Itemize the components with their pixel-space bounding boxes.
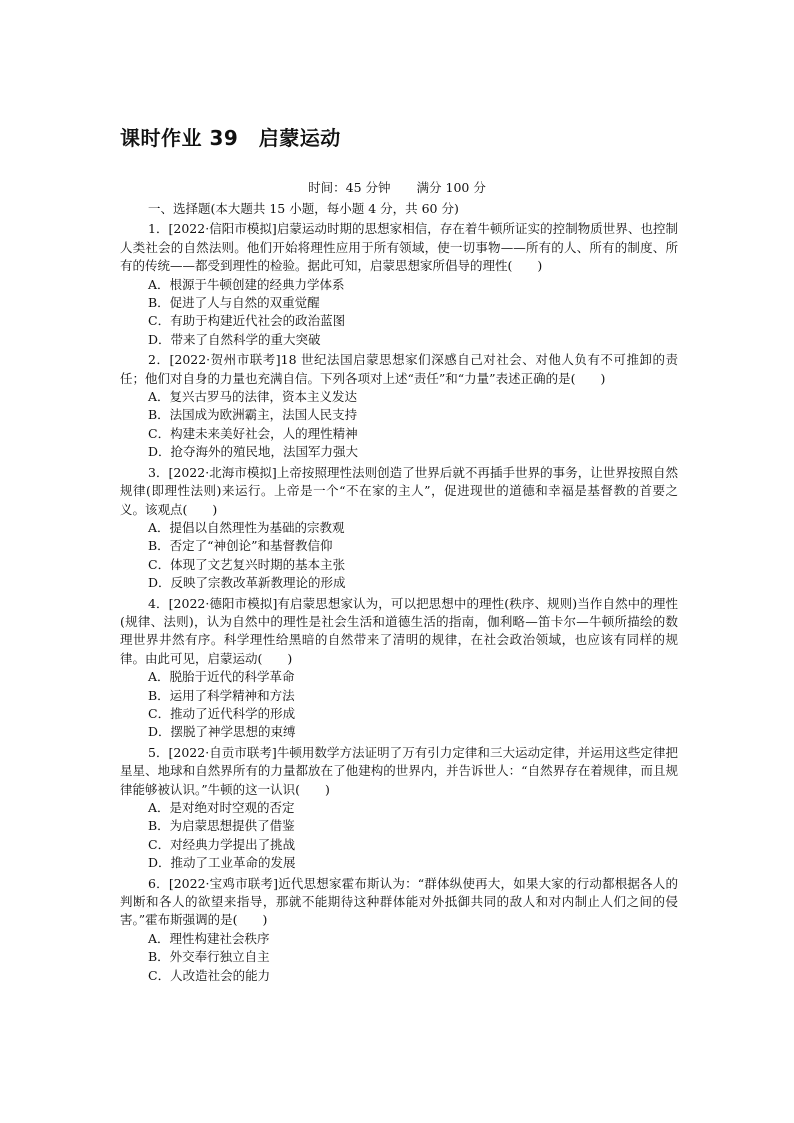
section-heading: 一、选择题(本大题共 15 小题，每小题 4 分，共 60 分) xyxy=(148,201,459,216)
question-stem: 5．[2022·自贡市联考]牛顿用数学方法证明了万有引力定律和三大运动定律，并运用这些定律把星星、地球和自然界所有的力量都放在了他建构的世界内，并告诉世人：“自然界存在着规律，而且规律能够被认识。”牛顿的这一认识( ) xyxy=(120,744,678,797)
option-a: A．复兴古罗马的法律，资本主义发达 xyxy=(148,389,358,405)
option-a: A．脱胎于近代的科学革命 xyxy=(148,669,295,685)
question-stem: 2．[2022·贺州市联考]18 世纪法国启蒙思想家们深感自己对社会、对他人负有不可推卸的责任；他们对自身的力量也充满自信。下列各项对上述“责任”和“力量”表述正确的是( ) xyxy=(120,352,678,386)
question-stem: 6．[2022·宝鸡市联考]近代思想家霍布斯认为：“群体纵使再大，如果大家的行动都根据各人的判断和各人的欲望来指导，那就不能期待这种群体能对外抵御共同的敌人和对内制止人们之间的侵害。”霍布斯强调的是( ) xyxy=(120,875,678,928)
option-c: C．对经典力学提出了挑战 xyxy=(148,836,296,852)
option-c: C．有助于构建近代社会的政治蓝图 xyxy=(148,313,346,329)
question-2 xyxy=(120,351,678,461)
question-4 xyxy=(120,595,678,742)
option-b: B．促进了人与自然的双重觉醒 xyxy=(148,295,320,311)
exam-meta xyxy=(0,178,794,196)
option-c: C．推动了近代科学的形成 xyxy=(148,705,296,721)
question-3 xyxy=(120,464,678,593)
option-b: B．法国成为欧洲霸主，法国人民支持 xyxy=(148,407,358,423)
option-a: A．理性构建社会秩序 xyxy=(148,930,270,946)
question-1 xyxy=(120,220,678,349)
option-d: D．反映了宗教改革新教理论的形成 xyxy=(148,575,346,591)
question-5 xyxy=(120,744,678,873)
option-a: A．提倡以自然理性为基础的宗教观 xyxy=(148,519,345,535)
option-a: A．根源于牛顿创建的经典力学体系 xyxy=(148,276,345,292)
time-limit: 时间：45 分钟 xyxy=(308,180,391,195)
question-stem: 4．[2022·德阳市模拟]有启蒙思想家认为，可以把思想中的理性(秩序、规则)当作自然中的理性(规律、法则)，认为自然中的理性是社会生活和道德生活的指南，伽利略—笛卡尔—牛顿所描绘的数理世界井然有序。科学理性给黑暗的自然带来了清明的规律，在社会政治领域，也应该有同样的规律。由此可见，启蒙运动( ) xyxy=(120,595,678,666)
option-d: D．摆脱了神学思想的束缚 xyxy=(148,724,296,740)
option-b: B．运用了科学精神和方法 xyxy=(148,687,295,703)
option-c: C．体现了文艺复兴时期的基本主张 xyxy=(148,556,346,572)
option-d: D．抢夺海外的殖民地，法国军力强大 xyxy=(148,444,359,460)
option-b: B．否定了“神创论”和基督教信仰 xyxy=(148,538,333,554)
option-d: D．推动了工业革命的发展 xyxy=(148,855,296,871)
question-stem: 1．[2022·信阳市模拟]启蒙运动时期的思想家相信，存在着牛顿所证实的控制物质世界、也控制人类社会的自然法则。他们开始将理性应用于所有领域，使一切事物——所有的人、所有的制度、所有的传统——都受到理性的检验。据此可知，启蒙思想家所倡导的理性( ) xyxy=(120,221,678,274)
question-stem: 3．[2022·北海市模拟]上帝按照理性法则创造了世界后就不再插手世界的事务，让世界按照自然规律(即理性法则)来运行。上帝是一个“不在家的主人”，促进现世的道德和幸福是基督教的首要之义。该观点( ) xyxy=(120,464,678,517)
option-b: B．为启蒙思想提供了借鉴 xyxy=(148,818,295,834)
option-c: C．人改造社会的能力 xyxy=(148,967,271,983)
page-title: 课时作业 39 启蒙运动 xyxy=(120,126,341,150)
question-6 xyxy=(120,875,678,985)
option-d: D．带来了自然科学的重大突破 xyxy=(148,331,321,347)
question-list xyxy=(120,200,678,985)
option-a: A．是对绝对时空观的否定 xyxy=(148,800,295,815)
full-score: 满分 100 分 xyxy=(416,180,486,195)
option-c: C．构建未来美好社会，人的理性精神 xyxy=(148,425,358,441)
option-b: B．外交奉行独立自主 xyxy=(148,949,270,965)
